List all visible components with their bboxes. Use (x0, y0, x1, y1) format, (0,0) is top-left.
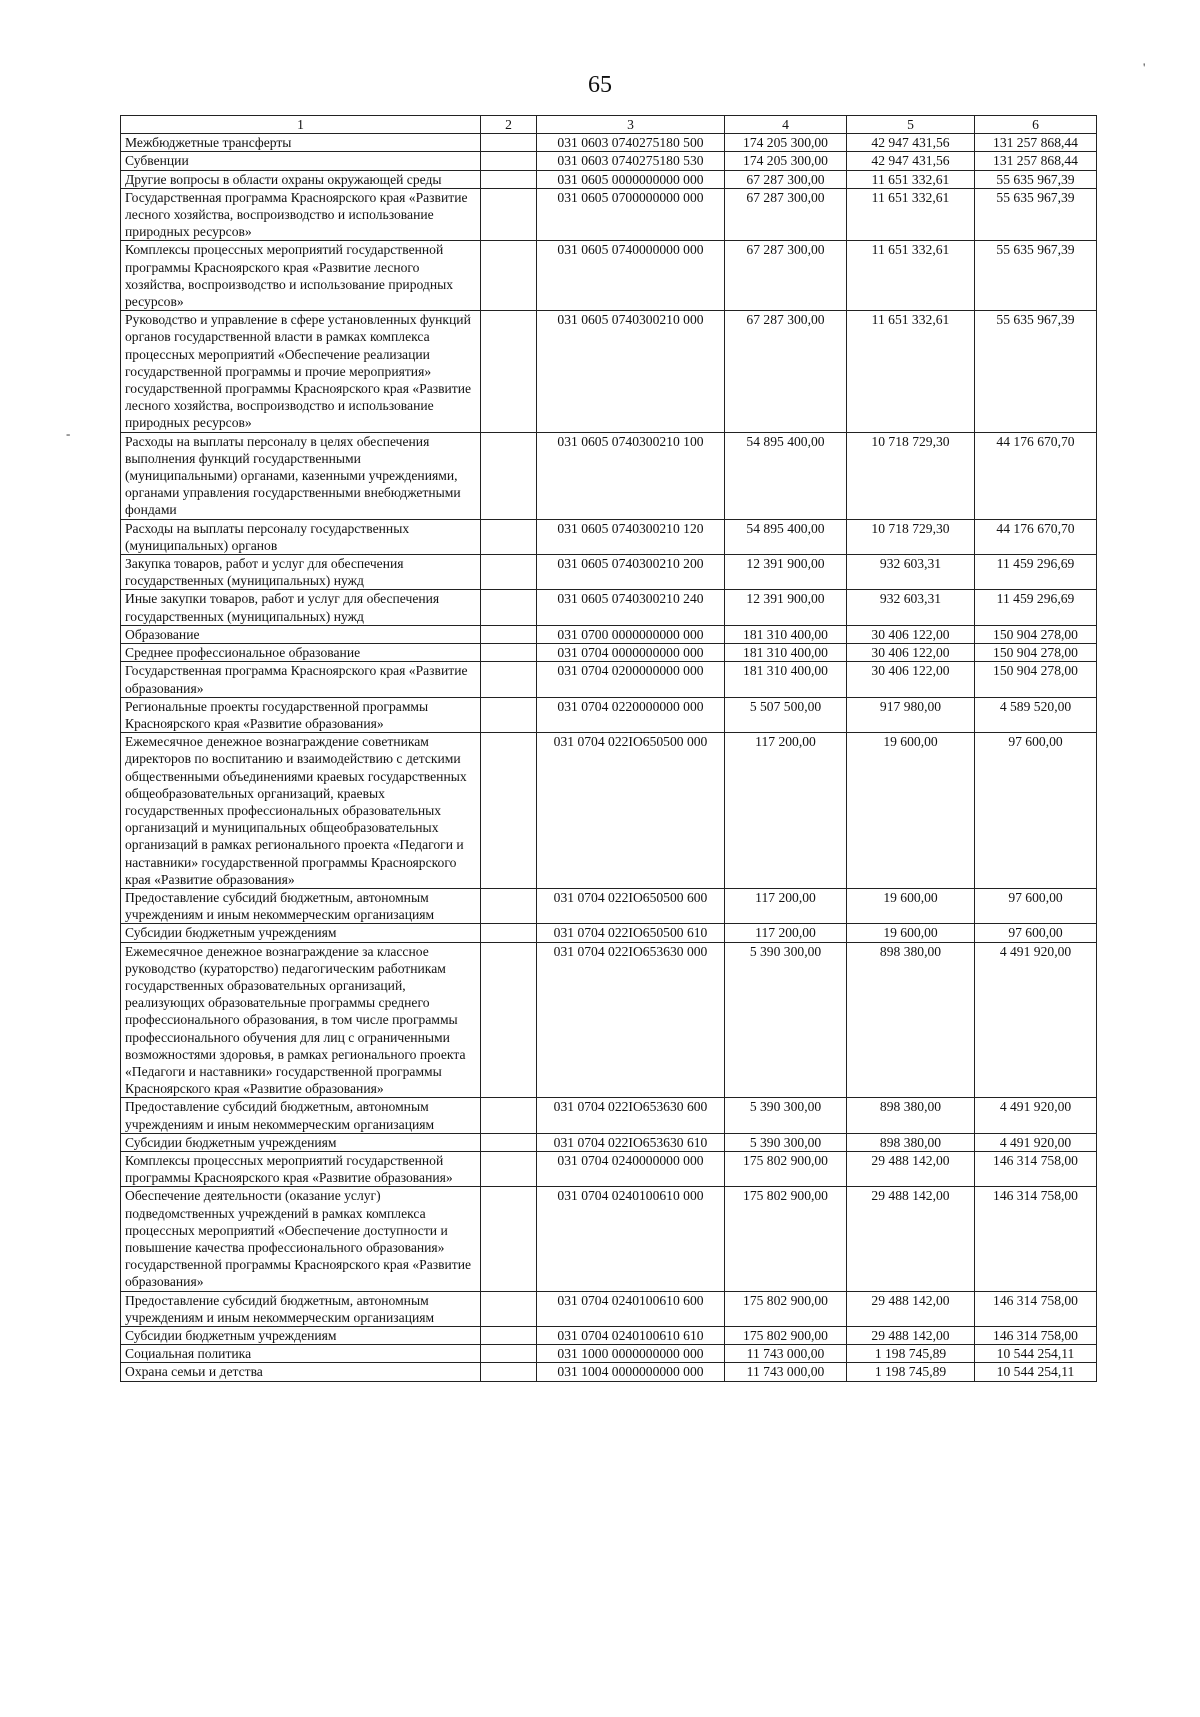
row-col5-cell: 42 947 431,56 (847, 134, 975, 152)
table-row (121, 555, 1097, 590)
row-col4-cell: 12 391 900,00 (725, 590, 847, 625)
table-row (121, 134, 1097, 152)
table-row (121, 1327, 1097, 1345)
row-col2-cell (481, 1133, 537, 1151)
row-code-cell: 031 0603 0740275180 500 (537, 134, 725, 152)
row-col6-cell: 146 314 758,00 (975, 1151, 1097, 1186)
row-name-cell: Расходы на выплаты персоналу государственных (муниципальных) органов (121, 519, 481, 554)
row-col2-cell (481, 311, 537, 432)
row-col4-cell: 174 205 300,00 (725, 152, 847, 170)
row-col4-cell: 54 895 400,00 (725, 432, 847, 519)
row-col5-cell: 11 651 332,61 (847, 311, 975, 432)
table-row (121, 1345, 1097, 1363)
row-col6-cell: 44 176 670,70 (975, 432, 1097, 519)
row-name-cell: Межбюджетные трансферты (121, 134, 481, 152)
row-name-cell: Субсидии бюджетным учреждениям (121, 1327, 481, 1345)
row-col2-cell (481, 590, 537, 625)
row-name-cell: Ежемесячное денежное вознаграждение советникам директоров по воспитанию и взаимодействию с детскими общественными объединениями краевых государственных общеобразовательных организаций, краевых государственных профессиональных образовательных организаций и муниципальных общеобразовательных организаций в рамках регионального проекта «Педагоги и наставники» государственной программы Красноярского края «Развитие образования» (121, 733, 481, 889)
table-row (121, 1151, 1097, 1186)
row-col5-cell: 19 600,00 (847, 733, 975, 889)
row-col4-cell: 117 200,00 (725, 733, 847, 889)
row-code-cell: 031 0704 022IO653630 610 (537, 1133, 725, 1151)
table-row (121, 733, 1097, 889)
row-col4-cell: 67 287 300,00 (725, 241, 847, 311)
row-col6-cell: 146 314 758,00 (975, 1187, 1097, 1291)
row-name-cell: Охрана семьи и детства (121, 1363, 481, 1381)
row-col5-cell: 1 198 745,89 (847, 1363, 975, 1381)
row-col6-cell: 97 600,00 (975, 733, 1097, 889)
row-col5-cell: 11 651 332,61 (847, 170, 975, 188)
row-col5-cell: 898 380,00 (847, 1098, 975, 1133)
row-code-cell: 031 0704 0200000000 000 (537, 662, 725, 697)
table-row (121, 1187, 1097, 1291)
row-name-cell: Иные закупки товаров, работ и услуг для обеспечения государственных (муниципальных) нужд (121, 590, 481, 625)
row-col4-cell: 181 310 400,00 (725, 644, 847, 662)
row-col5-cell: 29 488 142,00 (847, 1327, 975, 1345)
table-row (121, 188, 1097, 241)
row-col5-cell: 932 603,31 (847, 590, 975, 625)
row-col5-cell: 932 603,31 (847, 555, 975, 590)
row-col4-cell: 175 802 900,00 (725, 1151, 847, 1186)
table-row (121, 432, 1097, 519)
row-col4-cell: 67 287 300,00 (725, 311, 847, 432)
row-code-cell: 031 0704 0240100610 000 (537, 1187, 725, 1291)
row-col4-cell: 175 802 900,00 (725, 1327, 847, 1345)
table-row (121, 662, 1097, 697)
row-col5-cell: 30 406 122,00 (847, 625, 975, 643)
table-row (121, 644, 1097, 662)
column-header-3: 3 (537, 116, 725, 134)
row-col2-cell (481, 924, 537, 942)
table-row (121, 1363, 1097, 1381)
row-col5-cell: 42 947 431,56 (847, 152, 975, 170)
row-col6-cell: 146 314 758,00 (975, 1291, 1097, 1326)
row-col4-cell: 67 287 300,00 (725, 170, 847, 188)
row-code-cell: 031 0603 0740275180 530 (537, 152, 725, 170)
row-col4-cell: 175 802 900,00 (725, 1291, 847, 1326)
row-col2-cell (481, 519, 537, 554)
table-row (121, 888, 1097, 923)
row-col5-cell: 30 406 122,00 (847, 662, 975, 697)
row-col6-cell: 4 491 920,00 (975, 942, 1097, 1098)
row-col6-cell: 4 491 920,00 (975, 1098, 1097, 1133)
row-col5-cell: 30 406 122,00 (847, 644, 975, 662)
column-header-2: 2 (481, 116, 537, 134)
scan-mark: ' (1143, 60, 1146, 75)
row-name-cell: Субсидии бюджетным учреждениям (121, 1133, 481, 1151)
row-code-cell: 031 0605 0740000000 000 (537, 241, 725, 311)
row-col5-cell: 1 198 745,89 (847, 1345, 975, 1363)
row-col5-cell: 19 600,00 (847, 924, 975, 942)
row-col5-cell: 29 488 142,00 (847, 1187, 975, 1291)
row-col6-cell: 55 635 967,39 (975, 188, 1097, 241)
row-name-cell: Социальная политика (121, 1345, 481, 1363)
column-header-6: 6 (975, 116, 1097, 134)
row-code-cell: 031 0704 0240000000 000 (537, 1151, 725, 1186)
row-col4-cell: 174 205 300,00 (725, 134, 847, 152)
row-col6-cell: 55 635 967,39 (975, 241, 1097, 311)
row-col6-cell: 4 491 920,00 (975, 1133, 1097, 1151)
row-col2-cell (481, 1187, 537, 1291)
row-col2-cell (481, 1345, 537, 1363)
row-col2-cell (481, 1098, 537, 1133)
row-code-cell: 031 0704 0220000000 000 (537, 697, 725, 732)
row-col6-cell: 146 314 758,00 (975, 1327, 1097, 1345)
row-code-cell: 031 0704 022IO650500 610 (537, 924, 725, 942)
row-col2-cell (481, 1151, 537, 1186)
row-name-cell: Расходы на выплаты персоналу в целях обеспечения выполнения функций государственными (муниципальными) органами, казенными учреждениями, органами управления государственными внебюджетными фондами (121, 432, 481, 519)
row-col2-cell (481, 625, 537, 643)
table-row (121, 519, 1097, 554)
row-code-cell: 031 0704 0000000000 000 (537, 644, 725, 662)
row-col5-cell: 898 380,00 (847, 1133, 975, 1151)
row-code-cell: 031 0605 0740300210 100 (537, 432, 725, 519)
row-code-cell: 031 1000 0000000000 000 (537, 1345, 725, 1363)
row-col6-cell: 97 600,00 (975, 888, 1097, 923)
row-col6-cell: 55 635 967,39 (975, 311, 1097, 432)
row-col4-cell: 54 895 400,00 (725, 519, 847, 554)
row-col6-cell: 11 459 296,69 (975, 555, 1097, 590)
row-col4-cell: 67 287 300,00 (725, 188, 847, 241)
row-col6-cell: 4 589 520,00 (975, 697, 1097, 732)
row-code-cell: 031 0704 0240100610 610 (537, 1327, 725, 1345)
scan-mark: - (66, 426, 71, 441)
row-col5-cell: 917 980,00 (847, 697, 975, 732)
page-number: 65 (588, 72, 612, 98)
table-row (121, 1133, 1097, 1151)
row-code-cell: 031 0605 0700000000 000 (537, 188, 725, 241)
table-row (121, 924, 1097, 942)
row-code-cell: 031 0704 022IO650500 600 (537, 888, 725, 923)
row-col2-cell (481, 1291, 537, 1326)
row-col6-cell: 97 600,00 (975, 924, 1097, 942)
table-header-row (121, 116, 1097, 134)
row-col4-cell: 11 743 000,00 (725, 1345, 847, 1363)
row-col2-cell (481, 644, 537, 662)
row-col4-cell: 5 507 500,00 (725, 697, 847, 732)
column-header-4: 4 (725, 116, 847, 134)
row-code-cell: 031 0704 022IO650500 000 (537, 733, 725, 889)
row-col6-cell: 55 635 967,39 (975, 170, 1097, 188)
row-col4-cell: 5 390 300,00 (725, 1098, 847, 1133)
row-name-cell: Руководство и управление в сфере установленных функций органов государственной власти в рамках комплекса процессных мероприятий «Обеспечение реализации государственной программы и прочие мероприятия» государственной программы Красноярского края «Развитие лесного хозяйства, воспроизводство и использование природных ресурсов» (121, 311, 481, 432)
row-col4-cell: 5 390 300,00 (725, 1133, 847, 1151)
row-code-cell: 031 0704 022IO653630 000 (537, 942, 725, 1098)
row-col5-cell: 19 600,00 (847, 888, 975, 923)
budget-rows (121, 134, 1097, 1381)
column-header-1: 1 (121, 116, 481, 134)
row-col5-cell: 898 380,00 (847, 942, 975, 1098)
table-row (121, 590, 1097, 625)
row-col2-cell (481, 942, 537, 1098)
row-col4-cell: 117 200,00 (725, 888, 847, 923)
row-code-cell: 031 0605 0740300210 200 (537, 555, 725, 590)
row-col6-cell: 10 544 254,11 (975, 1345, 1097, 1363)
row-col4-cell: 11 743 000,00 (725, 1363, 847, 1381)
row-code-cell: 031 0605 0740300210 000 (537, 311, 725, 432)
row-name-cell: Субвенции (121, 152, 481, 170)
row-code-cell: 031 0605 0000000000 000 (537, 170, 725, 188)
row-col6-cell: 44 176 670,70 (975, 519, 1097, 554)
row-code-cell: 031 0704 0240100610 600 (537, 1291, 725, 1326)
row-col4-cell: 181 310 400,00 (725, 625, 847, 643)
row-col5-cell: 11 651 332,61 (847, 241, 975, 311)
row-col4-cell: 117 200,00 (725, 924, 847, 942)
row-col5-cell: 29 488 142,00 (847, 1291, 975, 1326)
row-col2-cell (481, 1363, 537, 1381)
table-row (121, 152, 1097, 170)
row-col6-cell: 150 904 278,00 (975, 625, 1097, 643)
row-col2-cell (481, 170, 537, 188)
row-col6-cell: 10 544 254,11 (975, 1363, 1097, 1381)
row-name-cell: Закупка товаров, работ и услуг для обеспечения государственных (муниципальных) нужд (121, 555, 481, 590)
row-name-cell: Комплексы процессных мероприятий государственной программы Красноярского края «Развитие образования» (121, 1151, 481, 1186)
table-row (121, 942, 1097, 1098)
row-col5-cell: 10 718 729,30 (847, 432, 975, 519)
row-name-cell: Предоставление субсидий бюджетным, автономным учреждениям и иным некоммерческим организациям (121, 1098, 481, 1133)
row-name-cell: Государственная программа Красноярского края «Развитие лесного хозяйства, воспроизводство и использование природных ресурсов» (121, 188, 481, 241)
row-col4-cell: 181 310 400,00 (725, 662, 847, 697)
row-col6-cell: 131 257 868,44 (975, 134, 1097, 152)
row-col2-cell (481, 432, 537, 519)
row-name-cell: Ежемесячное денежное вознаграждение за классное руководство (кураторство) педагогическим работникам государственных образовательных организаций, реализующих образовательные программы среднего профессионального образования, в том числе программы профессионального обучения для лиц с ограниченными возможностями здоровья, в рамках регионального проекта «Педагоги и наставники» государственной программы Красноярского края «Развитие образования» (121, 942, 481, 1098)
row-col5-cell: 11 651 332,61 (847, 188, 975, 241)
row-name-cell: Субсидии бюджетным учреждениям (121, 924, 481, 942)
row-col4-cell: 12 391 900,00 (725, 555, 847, 590)
row-name-cell: Предоставление субсидий бюджетным, автономным учреждениям и иным некоммерческим организациям (121, 888, 481, 923)
row-col6-cell: 131 257 868,44 (975, 152, 1097, 170)
row-col2-cell (481, 241, 537, 311)
row-code-cell: 031 0605 0740300210 240 (537, 590, 725, 625)
row-code-cell: 031 0704 022IO653630 600 (537, 1098, 725, 1133)
row-col5-cell: 29 488 142,00 (847, 1151, 975, 1186)
row-col2-cell (481, 697, 537, 732)
row-name-cell: Региональные проекты государственной программы Красноярского края «Развитие образования» (121, 697, 481, 732)
row-col2-cell (481, 733, 537, 889)
row-col2-cell (481, 1327, 537, 1345)
row-col2-cell (481, 152, 537, 170)
row-col5-cell: 10 718 729,30 (847, 519, 975, 554)
table-row (121, 241, 1097, 311)
row-col2-cell (481, 888, 537, 923)
table-row (121, 1098, 1097, 1133)
row-name-cell: Предоставление субсидий бюджетным, автономным учреждениям и иным некоммерческим организациям (121, 1291, 481, 1326)
row-name-cell: Государственная программа Красноярского края «Развитие образования» (121, 662, 481, 697)
table-row (121, 625, 1097, 643)
row-col6-cell: 150 904 278,00 (975, 644, 1097, 662)
row-name-cell: Комплексы процессных мероприятий государственной программы Красноярского края «Развитие лесного хозяйства, воспроизводство и использование природных ресурсов» (121, 241, 481, 311)
row-col2-cell (481, 188, 537, 241)
row-code-cell: 031 0700 0000000000 000 (537, 625, 725, 643)
table-row (121, 697, 1097, 732)
row-col4-cell: 175 802 900,00 (725, 1187, 847, 1291)
row-col2-cell (481, 662, 537, 697)
row-col6-cell: 150 904 278,00 (975, 662, 1097, 697)
table-row (121, 1291, 1097, 1326)
table-row (121, 311, 1097, 432)
row-name-cell: Образование (121, 625, 481, 643)
row-name-cell: Обеспечение деятельности (оказание услуг) подведомственных учреждений в рамках комплекса процессных мероприятий «Обеспечение доступности и повышение качества профессионального образования» государственной программы Красноярского края «Развитие образования» (121, 1187, 481, 1291)
row-col2-cell (481, 134, 537, 152)
row-col4-cell: 5 390 300,00 (725, 942, 847, 1098)
table-row (121, 170, 1097, 188)
row-col6-cell: 11 459 296,69 (975, 590, 1097, 625)
row-code-cell: 031 1004 0000000000 000 (537, 1363, 725, 1381)
column-header-5: 5 (847, 116, 975, 134)
row-code-cell: 031 0605 0740300210 120 (537, 519, 725, 554)
budget-table (120, 115, 1097, 1382)
row-name-cell: Другие вопросы в области охраны окружающей среды (121, 170, 481, 188)
row-col2-cell (481, 555, 537, 590)
row-name-cell: Среднее профессиональное образование (121, 644, 481, 662)
